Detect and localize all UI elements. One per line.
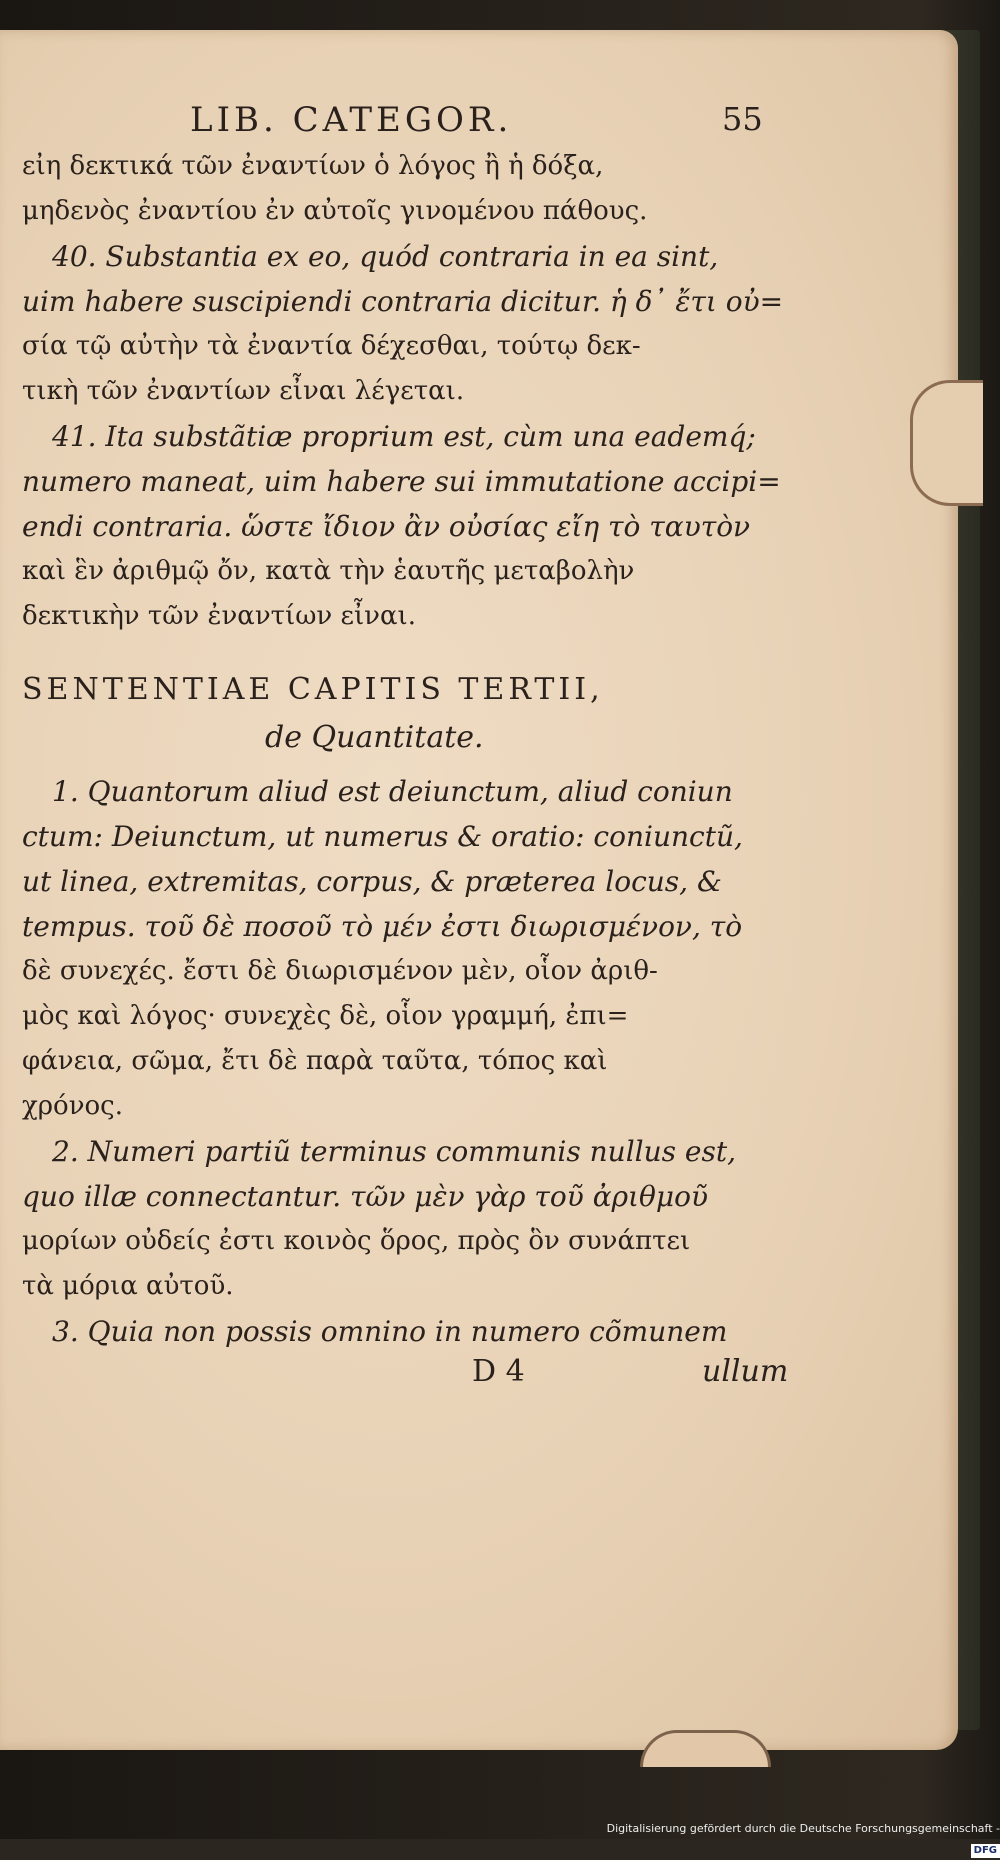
text-line: φάνεια, σῶμα, ἔτι δὲ παρὰ ταῦτα, τόπος καὶ xyxy=(22,1046,608,1076)
page-number: 55 xyxy=(722,100,763,138)
text-block-1 xyxy=(22,144,784,639)
text-line: 2. Numeri partiũ terminus communis nullus est, xyxy=(52,1135,737,1168)
text-line: 41. Ita substãtiæ proprium est, cùm una eademq́; xyxy=(52,420,756,453)
text-line: μορίων οὐδείς ἐστι κοινὸς ὅρος, πρὸς ὃν συνάπτει xyxy=(22,1226,691,1256)
text-line: εἰη δεκτικά τῶν ἐναντίων ὁ λόγος ἢ ἡ δόξα, xyxy=(22,151,604,181)
text-line: 40. Substantia ex eo, quód contraria in ea sint, xyxy=(52,240,719,273)
clasp-side xyxy=(910,380,983,506)
text-block-2 xyxy=(22,769,752,1354)
text-line: μηδενὸς ἐναντίου ἐν αὐτοῖς γινομένου πάθους. xyxy=(22,196,648,226)
signature-mark: D 4 xyxy=(472,1354,525,1389)
text-line: σία τῷ αὐτὴν τὰ ἐναντία δέχεσθαι, τούτῳ δεκ- xyxy=(22,331,641,361)
text-line: ctum: Deiunctum, ut numerus & oratio: coniunctũ, xyxy=(22,820,743,853)
text-line: δεκτικὴν τῶν ἐναντίων εἶναι. xyxy=(22,601,416,631)
catchline xyxy=(22,1354,789,1404)
clasp-bottom xyxy=(640,1730,771,1767)
running-header xyxy=(22,100,763,144)
credit-text: Digitalisierung gefördert durch die Deutsche Forschungsgemeinschaft - xyxy=(606,1822,1000,1835)
text-line: τὰ μόρια αὐτοῦ. xyxy=(22,1271,234,1301)
text-line: τικὴ τῶν ἐναντίων εἶναι λέγεται. xyxy=(22,376,465,406)
text-line: quo illæ connectantur. τῶν μὲν γὰρ τοῦ ἀριθμοῦ xyxy=(22,1180,708,1213)
digitization-credit xyxy=(600,1818,1000,1856)
text-line: tempus. τοῦ δὲ ποσοῦ τὸ μέν ἐστι διωρισμένον, τὸ xyxy=(22,910,743,943)
text-line: καὶ ἓν ἀριθμῷ ὄν, κατὰ τὴν ἑαυτῆς μεταβολὴν xyxy=(22,556,635,586)
text-line: 1. Quantorum aliud est deiunctum, aliud coniun xyxy=(52,775,733,808)
section-subheading: de Quantitate. xyxy=(265,720,484,755)
text-line: endi contraria. ὥστε ἴδιον ἂν οὐσίας εἴη τὸ ταυτὸν xyxy=(22,510,751,543)
text-line: μὸς καὶ λόγος· συνεχὲς δὲ, οἷον γραμμή, ἐπι= xyxy=(22,1001,629,1031)
text-line: δὲ συνεχές. ἔστι δὲ διωρισμένον μὲν, οἷον ἀριθ- xyxy=(22,956,658,986)
page-text xyxy=(22,100,789,1404)
dfg-logo: DFG xyxy=(971,1844,1000,1858)
section-heading: SENTENTIAE CAPITIS TERTII, xyxy=(22,672,604,707)
text-line: uim habere suscipiendi contraria dicitur. ἡ δ᾽ ἔτι οὐ= xyxy=(22,285,784,318)
text-line: χρόνος. xyxy=(22,1091,123,1121)
text-line: 3. Quia non possis omnino in numero cõmunem xyxy=(52,1315,728,1348)
running-title: LIB. CATEGOR. xyxy=(190,100,513,140)
text-line: numero maneat, uim habere sui immutatione accipi= xyxy=(22,465,781,498)
catchword: ullum xyxy=(702,1354,789,1389)
text-line: ut linea, extremitas, corpus, & præterea locus, & xyxy=(22,865,722,898)
